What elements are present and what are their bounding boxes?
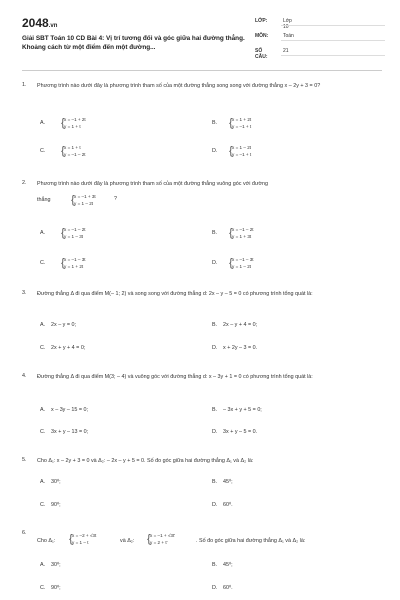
- equation-line: x = 1 – 2t: [232, 145, 252, 150]
- equation-system: { x = –1 – 2t y = 1 – 3t: [61, 227, 86, 239]
- equation-system: { x = –1 – 3t y = 1 + 2t: [61, 257, 86, 269]
- question-text: Phương trình nào dưới đây là phương trình tham số của một đường thẳng song song với đường thẳng x – 2y + 3 = 0?: [37, 83, 321, 89]
- meta-label: SỐ CÂU:: [255, 48, 268, 60]
- equation-line: x = –1 + √3t': [150, 533, 176, 538]
- question-number: 4.: [22, 373, 27, 379]
- option-label: C.: [40, 585, 46, 591]
- option-text: 60⁰.: [223, 502, 233, 508]
- site-logo[interactable]: [22, 16, 57, 30]
- equation-system: { x = 1 – 2t y = –1 + t: [229, 145, 252, 157]
- equation-line: y = 1 – t: [72, 540, 89, 545]
- equation-line: x = –1 + 2t: [64, 117, 86, 122]
- option-text: – 3x + y + 5 = 0;: [223, 407, 262, 413]
- question-text-pre: Cho Δ₁:: [37, 538, 56, 544]
- option-label: D.: [212, 585, 218, 591]
- equation-line: y = –1 – 2t: [64, 152, 86, 157]
- meta-label: LỚP:: [255, 18, 268, 24]
- option-label: A.: [40, 120, 46, 126]
- option-text: 90⁰;: [51, 502, 61, 508]
- equation-line: x = –2 + √3t: [72, 533, 97, 538]
- equation-system: { x = 1 + t y = –1 – 2t: [61, 145, 86, 157]
- option-text: 30⁰;: [51, 562, 61, 568]
- option-label: B.: [212, 562, 218, 568]
- option-text: 45⁰;: [223, 479, 233, 485]
- logo-text: 2048: [22, 16, 49, 30]
- question-number: 1.: [22, 82, 27, 88]
- logo-suffix: .vn: [48, 23, 58, 29]
- question-1: [22, 82, 382, 162]
- option-label: A.: [40, 407, 46, 413]
- equation-system: { x = –1 + 2t y = 1 + t: [61, 117, 86, 129]
- option-text: x – 3y – 15 = 0;: [51, 407, 89, 413]
- option-text: 45⁰;: [223, 562, 233, 568]
- meta-value: Lớp 10: [283, 18, 292, 30]
- equation-line: y = 1 + t: [64, 124, 81, 129]
- option-label: A.: [40, 562, 46, 568]
- option-label: A.: [40, 322, 46, 328]
- option-label: C.: [40, 345, 46, 351]
- question-mark: ?: [114, 196, 117, 202]
- equation-line: y = 1 – 3t: [64, 234, 84, 239]
- header-divider: [22, 70, 382, 71]
- equation-line: y = 2 + t': [150, 540, 168, 545]
- equation-line: y = 1 + 3t: [232, 234, 252, 239]
- equation-line: x = –1 – 3t: [232, 257, 254, 262]
- option-text: 90⁰;: [51, 585, 61, 591]
- option-label: C.: [40, 502, 46, 508]
- question-text: Phương trình nào dưới đây là phương trình tham số của một đường thẳng vuông góc với đường: [37, 181, 269, 187]
- option-label: D.: [212, 502, 218, 508]
- option-label: A.: [40, 479, 46, 485]
- option-label: B.: [212, 322, 218, 328]
- question-6: [22, 530, 382, 595]
- document-title: Giải SBT Toán 10 CD Bài 4: Vị trí tương đối và góc giữa hai đường thẳng. Khoảng cách từ một điểm đến một đường...: [22, 35, 245, 51]
- question-number: 5.: [22, 457, 27, 463]
- question-text-continued: thẳng: [37, 197, 51, 203]
- option-text: 3x + y – 13 = 0;: [51, 429, 89, 435]
- question-text: Cho Δ₁: x – 2y + 3 = 0 và Δ₂: – 2x – y + 5 = 0. Số đo góc giữa hai đường thẳng Δ₁ và Δ₂ là:: [37, 458, 254, 464]
- option-label: C.: [40, 260, 46, 266]
- question-2: [22, 180, 382, 275]
- question-5: [22, 457, 382, 522]
- option-text: 2x – y + 4 = 0;: [223, 322, 258, 328]
- option-label: D.: [212, 260, 218, 266]
- equation-line: y = –1 + t: [232, 152, 252, 157]
- option-text: 3x + y – 5 = 0.: [223, 429, 258, 435]
- option-label: C.: [40, 429, 46, 435]
- meta-value: Toán: [283, 33, 294, 39]
- question-number: 6.: [22, 530, 27, 536]
- question-text-mid: và Δ₂:: [120, 538, 135, 544]
- option-text: 60⁰.: [223, 585, 233, 591]
- option-label: A.: [40, 230, 46, 236]
- equation-line: x = 1 + t: [64, 145, 81, 150]
- equation-line: x = –1 + 3t: [74, 194, 96, 199]
- option-label: D.: [212, 429, 218, 435]
- equation-line: y = –1 + t: [232, 124, 252, 129]
- equation-line: y = 1 – 2t: [74, 201, 94, 206]
- meta-underline: [281, 40, 385, 41]
- equation-line: y = 1 + 2t: [64, 264, 84, 269]
- equation-system: { x = –1 – 3t y = 1 – 2t: [229, 257, 254, 269]
- question-4: [22, 373, 382, 443]
- option-text: 2x + y + 4 = 0;: [51, 345, 86, 351]
- meta-value: 21: [283, 48, 289, 54]
- option-text: 2x – y = 0;: [51, 322, 77, 328]
- equation-line: x = –1 – 2t: [232, 227, 254, 232]
- equation-system: { x = 1 + 2t y = –1 + t: [229, 117, 252, 129]
- option-label: B.: [212, 407, 218, 413]
- equation-line: y = 1 – 2t: [232, 264, 252, 269]
- question-number: 3.: [22, 290, 27, 296]
- question-text-post: . Số đo góc giữa hai đường thẳng Δ₁ và Δ₂ là:: [196, 538, 306, 544]
- meta-underline: [281, 55, 385, 56]
- option-label: B.: [212, 479, 218, 485]
- equation-line: x = –1 – 3t: [64, 257, 86, 262]
- equation-line: x = 1 + 2t: [232, 117, 252, 122]
- meta-underline: [281, 25, 385, 26]
- equation-line: x = –1 – 2t: [64, 227, 86, 232]
- meta-label: MÔN:: [255, 33, 269, 39]
- option-label: C.: [40, 148, 46, 154]
- option-text: x + 2y – 3 = 0.: [223, 345, 258, 351]
- equation-system-d2: { x = –1 + √3t' y = 2 + t': [147, 533, 176, 545]
- question-number: 2.: [22, 180, 27, 186]
- equation-system: { x = –1 – 2t y = 1 + 3t: [229, 227, 254, 239]
- option-label: B.: [212, 230, 218, 236]
- question-text: Đường thẳng Δ đi qua điểm M(– 1; 2) và song song với đường thẳng d: 2x – y – 5 = 0 có phương trình tổng quát là:: [37, 291, 313, 297]
- question-text: Đường thẳng Δ đi qua điểm M(3; – 4) và vuông góc với đường thẳng d: x – 3y + 1 = 0 có phương trình tổng quát là:: [37, 374, 313, 380]
- option-label: D.: [212, 148, 218, 154]
- inline-equation-system: { x = –1 + 3t y = 1 – 2t: [71, 194, 96, 206]
- question-3: [22, 290, 382, 360]
- option-label: B.: [212, 120, 218, 126]
- option-label: D.: [212, 345, 218, 351]
- equation-system-d1: { x = –2 + √3t y = 1 – t: [69, 533, 97, 545]
- option-text: 30⁰;: [51, 479, 61, 485]
